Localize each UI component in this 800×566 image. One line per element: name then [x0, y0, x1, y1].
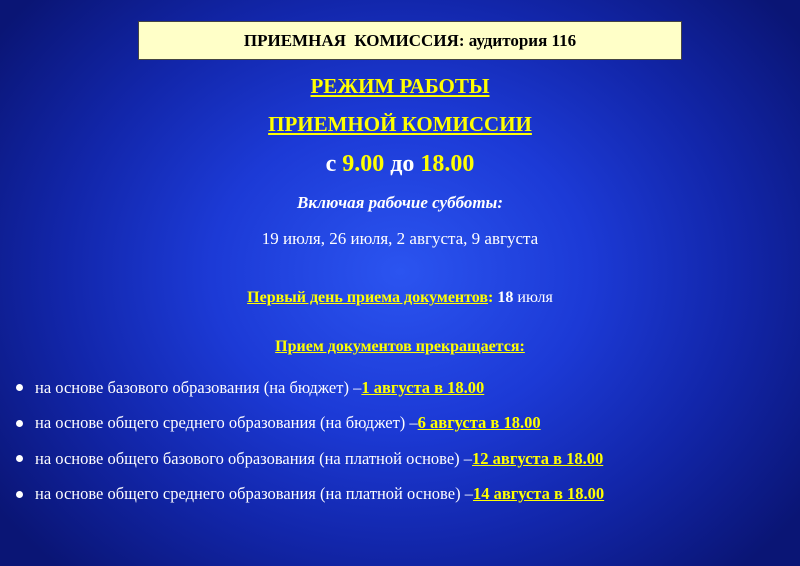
list-item	[16, 370, 604, 406]
first-day-label: Первый день приема документов	[247, 289, 489, 306]
saturdays-label: Включая рабочие субботы:	[296, 193, 504, 212]
list-item	[16, 477, 604, 513]
deadline-description: на основе общего среднего образования (на бюджет) –	[35, 413, 418, 433]
first-day-line	[0, 285, 800, 311]
working-hours	[0, 148, 800, 180]
bullet-icon	[16, 455, 23, 462]
deadline-date: 14 августа в 18.00	[472, 484, 605, 504]
deadline-date: 6 августа в 18.00	[417, 413, 541, 433]
schedule-title-line1: РЕЖИМ РАБОТЫ	[310, 74, 490, 98]
hours-to: 18.00	[420, 151, 475, 177]
list-item	[16, 406, 604, 442]
first-day-month: июля	[513, 289, 553, 306]
deadline-date: 1 августа в 18.00	[361, 377, 485, 397]
deadline-description: на основе общего базового образования (на платной основе) –	[35, 448, 473, 468]
first-day-number: 18	[493, 289, 514, 306]
bullet-icon	[16, 384, 23, 391]
schedule-title-line2: ПРИЕМНОЙ КОМИССИИ	[268, 112, 532, 136]
deadlines-heading: Прием документов прекращается:	[275, 338, 525, 355]
saturdays-dates: 19 июля, 26 июля, 2 августа, 9 августа	[261, 229, 539, 248]
bullet-icon	[16, 491, 23, 498]
hours-middle: до	[384, 151, 421, 177]
deadlines-list	[16, 370, 604, 512]
hours-prefix: с	[325, 151, 343, 177]
bullet-icon	[16, 420, 23, 427]
header-title: ПРИЕМНАЯ КОМИССИЯ: аудитория 116	[243, 30, 577, 50]
first-day-colon: :	[488, 289, 494, 306]
deadline-description: на основе базового образования (на бюджет) –	[35, 377, 362, 397]
hours-from: 9.00	[342, 151, 385, 177]
list-item	[16, 441, 604, 477]
deadline-date: 12 августа в 18.00	[472, 448, 604, 468]
header-banner	[138, 21, 682, 60]
deadline-description: на основе общего среднего образования (на платной основе) –	[35, 484, 473, 504]
